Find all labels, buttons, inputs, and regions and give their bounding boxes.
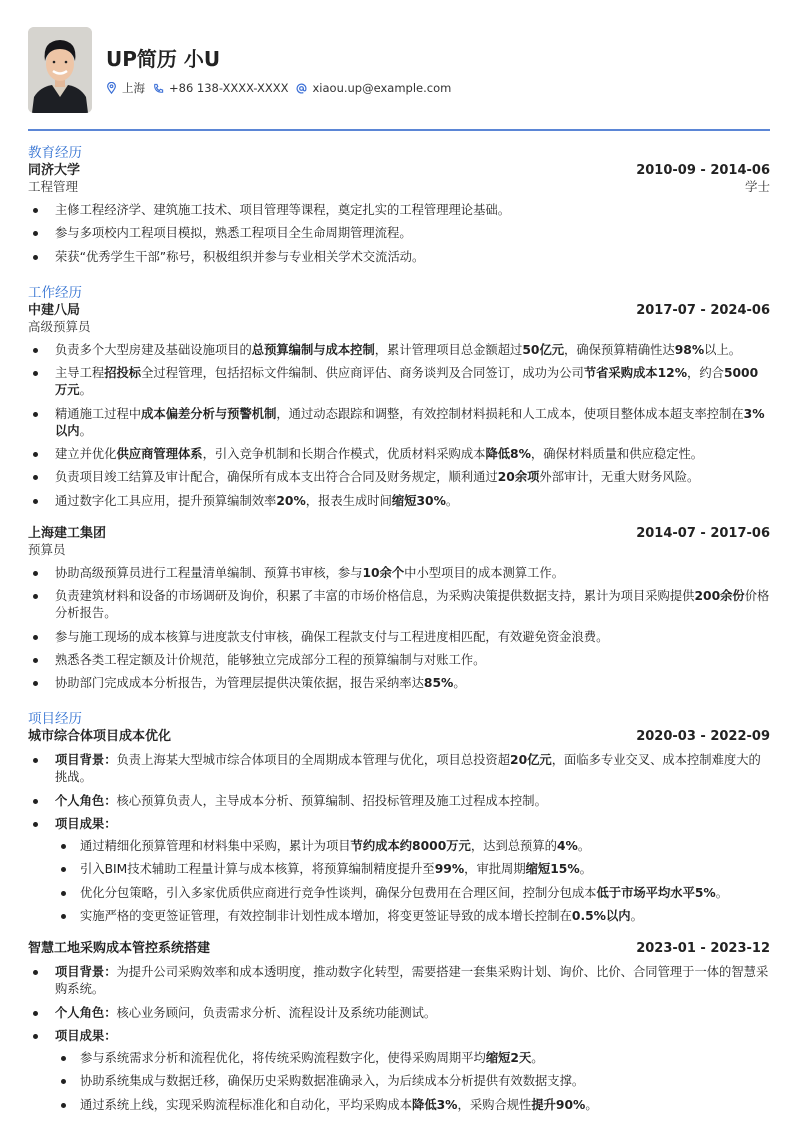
list-item (28, 793, 770, 810)
bold-text: 10余个 (362, 565, 405, 580)
text: 引入BIM技术辅助工程量计算与成本核算，将预算编制精度提升至 (80, 862, 435, 877)
header-divider (28, 129, 770, 131)
text: 。 (79, 423, 92, 438)
text: ，采购合规性 (457, 1097, 532, 1112)
list-item (28, 446, 770, 463)
bold-text: 低于市场平均水平5% (596, 885, 716, 900)
project-entry (28, 728, 770, 925)
bold-text: 项目成果： (55, 1029, 117, 1044)
sub-list-item (55, 1073, 770, 1090)
text: ，确保材料质量和供应稳定性。 (530, 446, 704, 461)
list-item (28, 469, 770, 486)
text: 。 (531, 1051, 544, 1066)
entry-date: 2023-01 - 2023-12 (636, 941, 770, 957)
bold-text: 20余项 (497, 470, 540, 485)
sub-list-item (55, 885, 770, 902)
bullet-list (28, 202, 770, 266)
location-pin-icon (106, 82, 117, 94)
work-entry (28, 302, 770, 510)
text: 参与系统需求分析和流程优化，将传统采购流程数字化，使得采购周期平均 (80, 1051, 486, 1066)
sub-list-item (55, 838, 770, 855)
degree: 学士 (744, 179, 770, 194)
contact-phone (153, 80, 288, 96)
text: 。 (577, 839, 591, 854)
text: 。 (715, 885, 729, 900)
text: 主导工程 (55, 366, 105, 381)
resume-body (28, 145, 770, 1133)
text: 实施严格的变更签证管理，有效控制非计划性成本增加，将变更签证导致的成本增长控制在 (80, 909, 572, 924)
text: 核心业务顾问，负责需求分析、流程设计及系统功能测试。 (116, 1005, 437, 1020)
bold-text: 个人角色： (55, 1005, 117, 1020)
resume-header (28, 27, 770, 115)
contact-location (106, 80, 145, 96)
text: 通过系统上线，实现采购流程标准化和自动化，平均采购成本 (80, 1097, 413, 1112)
text: 。 (630, 909, 643, 924)
list-item (28, 406, 770, 440)
text: 价格分析报告。 (55, 589, 770, 621)
text: ，审批周期 (464, 862, 526, 877)
bold-text: 节约成本约8000万元 (350, 839, 471, 854)
education-entry (28, 162, 770, 266)
text: ，面临多专业交叉、成本控制难度大的挑战。 (55, 753, 761, 785)
at-sign-icon (296, 83, 307, 94)
sub-bullet-list (55, 838, 770, 925)
bold-text: 4% (556, 839, 578, 854)
company-name: 上海建工集团 (28, 525, 107, 541)
list-item (28, 1005, 770, 1022)
bullet-list (28, 964, 770, 1114)
text: 优化分包策略，引入多家优质供应商进行竞争性谈判，确保分包费用在合理区间，控制分包成本 (80, 885, 597, 900)
text: 通过数字化工具应用，提升预算编制效率 (55, 493, 277, 508)
list-item (28, 342, 770, 359)
text: ，通过动态跟踪和调整，有效控制材料损耗和人工成本，使项目整体成本超支率控制在 (276, 406, 744, 421)
text: 协助高级预算员进行工程量清单编制、预算书审核，参与 (55, 565, 363, 580)
list-item (28, 202, 770, 219)
email-text[interactable]: xiaou.up@example.com (312, 81, 452, 95)
phone-icon (153, 83, 164, 94)
list-item (28, 588, 770, 622)
bold-text: 98% (674, 342, 705, 357)
bold-text: 提升90% (531, 1097, 586, 1112)
projects-section (28, 711, 770, 1114)
bold-text: 降低3% (412, 1097, 458, 1112)
job-title: 高级预算员 (28, 318, 91, 334)
text: 主修工程经济学、建筑施工技术、项目管理等课程，奠定扎实的工程管理理论基础。 (55, 203, 510, 217)
text: 参与多项校内工程项目模拟，熟悉工程项目全生命周期管理流程。 (55, 226, 412, 241)
text: 负责项目竣工结算及审计配合，确保所有成本支出符合合同及财务规定，顺利通过 (55, 470, 498, 485)
list-item (28, 225, 770, 242)
bold-text: 缩短2天 (485, 1051, 532, 1066)
bold-text: 总预算编制与成本控制 (251, 342, 375, 357)
list-item (28, 652, 770, 669)
text: 负责上海某大型城市综合体项目的全周期成本管理与优化，项目总投资超 (116, 753, 511, 768)
text: 荣获“优秀学生干部”称号，积极组织并参与专业相关学术交流活动。 (55, 249, 425, 264)
company-name: 中建八局 (28, 302, 81, 318)
list-item (28, 816, 770, 925)
list-item (28, 493, 770, 510)
entry-date: 2020-03 - 2022-09 (636, 729, 770, 745)
school-name: 同济大学 (28, 163, 81, 178)
bullet-list (28, 752, 770, 925)
text: 建立并优化 (55, 446, 117, 461)
sub-list-item (55, 1050, 770, 1067)
text: 参与施工现场的成本核算与进度款支付审核，确保工程款支付与工程进度相匹配，有效避免资金浪费。 (55, 629, 609, 644)
text: 核心预算负责人，主导成本分析、预算编制、招投标管理及施工过程成本控制。 (116, 793, 547, 808)
bold-text: 供应商管理体系 (116, 446, 203, 461)
contact-email[interactable] (296, 80, 451, 96)
project-name: 城市综合体项目成本优化 (28, 729, 172, 745)
entry-date: 2014-07 - 2017-06 (636, 525, 770, 541)
list-item (28, 964, 770, 998)
bold-text: 成本偏差分析与预警机制 (141, 406, 277, 421)
candidate-name: UP简历 小U (106, 47, 221, 71)
text: ，累计管理项目总金额超过 (374, 342, 523, 357)
bold-text: 3%以内 (55, 406, 765, 438)
bold-text: 85% (423, 676, 454, 691)
bold-text: 项目背景： (55, 965, 117, 980)
text: ，约合 (687, 366, 724, 381)
text: 。 (585, 1097, 598, 1112)
profile-photo-icon (28, 27, 92, 113)
bold-text: 降低8% (485, 446, 531, 461)
bold-text: 项目背景： (55, 753, 117, 768)
text: 。 (579, 862, 592, 877)
sub-list-item (55, 1097, 770, 1114)
list-item (28, 565, 770, 582)
text: 为提升公司采购效率和成本透明度，推动数字化转型，需要搭建一套集采购计划、询价、比价、合同管理于一体的智慧采购系统。 (55, 965, 769, 997)
section-title: 教育经历 (28, 145, 82, 161)
bold-text: 项目成果： (55, 817, 117, 832)
text: ，达到总预算的 (470, 839, 557, 854)
bullet-list (28, 565, 770, 693)
bold-text: 缩短15% (525, 862, 580, 877)
phone-text: +86 138-XXXX-XXXX (169, 81, 289, 95)
bold-text: 20亿元 (510, 753, 552, 768)
text: 协助系统集成与数据迁移，确保历史采购数据准确录入，为后续成本分析提供有效数据支撑。 (80, 1074, 585, 1089)
text: 协助部门完成成本分析报告，为管理层提供决策依据，报告采纳率达 (55, 676, 424, 691)
entry-date: 2017-07 - 2024-06 (636, 302, 770, 318)
major: 工程管理 (28, 179, 79, 194)
sub-list-item (55, 908, 770, 925)
text: 。 (445, 493, 459, 508)
text: 。 (453, 676, 466, 691)
avatar (28, 27, 92, 113)
text: 中小型项目的成本测算工作。 (404, 565, 565, 580)
work-entry (28, 525, 770, 693)
section-title: 项目经历 (28, 711, 82, 728)
text: 负责多个大型房建及基础设施项目的 (55, 342, 252, 357)
bold-text: 缩短30% (391, 493, 446, 508)
bold-text: 200余份 (694, 589, 745, 604)
text: 熟悉各类工程定额及计价规范，能够独立完成部分工程的预算编制与对账工作。 (55, 652, 486, 667)
entry-date: 2010-09 - 2014-06 (636, 163, 770, 178)
text: 精通施工过程中 (55, 406, 142, 421)
bold-text: 个人角色： (55, 793, 117, 808)
list-item (28, 365, 770, 399)
bold-text: 0.5%以内 (571, 909, 631, 924)
bold-text: 50亿元 (522, 342, 565, 357)
bold-text: 99% (434, 862, 465, 877)
text: ，引入竞争机制和长期合作模式，优质材料采购成本 (202, 446, 486, 461)
text: 负责建筑材料和设备的市场调研及询价，积累了丰富的市场价格信息，为采购决策提供数据支持，累计为项目采购提供 (55, 589, 695, 604)
text: 全过程管理，包括招标文件编制、供应商评估、商务谈判及合同签订，成功为公司 (141, 366, 584, 381)
education-section (28, 145, 770, 266)
contact-info (106, 80, 459, 96)
text: ，报表生成时间 (305, 493, 392, 508)
text: 。 (79, 383, 92, 398)
list-item (28, 1028, 770, 1114)
text: 以上。 (704, 342, 742, 357)
bold-text: 5000万元 (55, 366, 759, 398)
list-item (28, 752, 770, 786)
text: 外部审计，无重大财务风险。 (539, 470, 700, 485)
bullet-list (28, 342, 770, 510)
project-name: 智慧工地采购成本管控系统搭建 (28, 941, 211, 957)
list-item (28, 249, 770, 266)
bold-text: 20% (276, 493, 306, 508)
text: ，确保预算精确性达 (564, 342, 675, 357)
bold-text: 招投标 (104, 366, 142, 381)
work-section (28, 285, 770, 693)
location-text: 上海 (122, 81, 145, 95)
text: 通过精细化预算管理和材料集中采购，累计为项目 (80, 839, 351, 854)
bold-text: 节省采购成本12% (583, 366, 688, 381)
sub-list-item (55, 861, 770, 878)
project-entry (28, 940, 770, 1114)
list-item (28, 675, 770, 692)
section-title: 工作经历 (28, 284, 82, 301)
list-item (28, 629, 770, 646)
job-title: 预算员 (28, 541, 66, 557)
sub-bullet-list (55, 1050, 770, 1114)
